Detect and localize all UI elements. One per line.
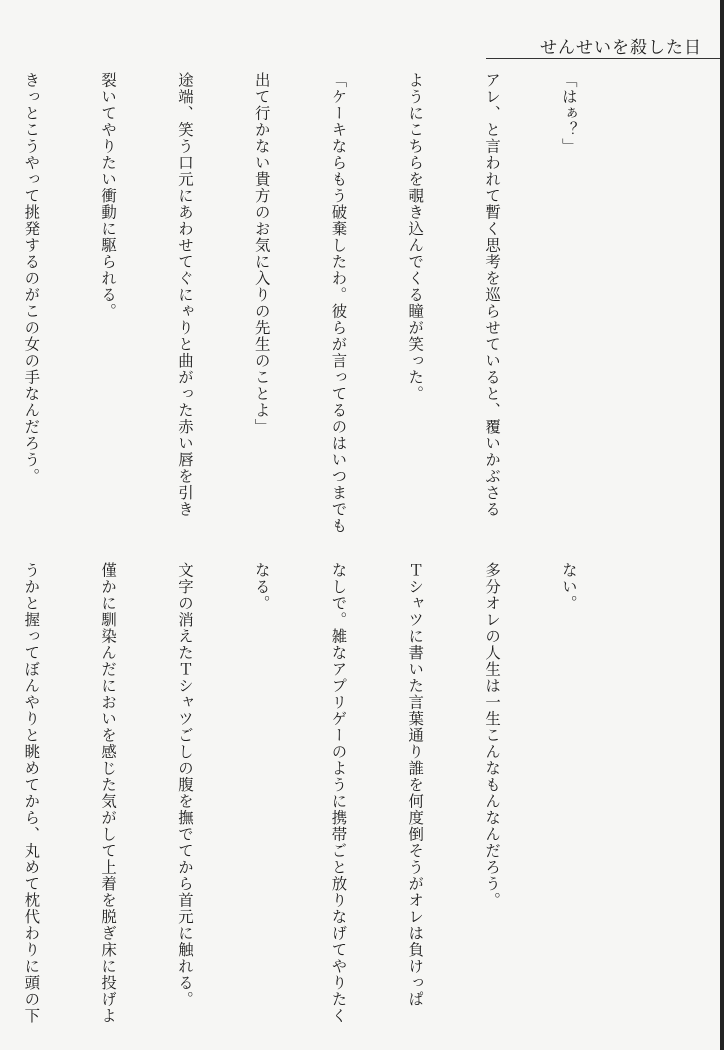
running-title: せんせいを殺した日 <box>540 38 702 58</box>
text-column: 途端、笑う口元にあわせてぐにゃりと曲がった赤い唇を引き <box>175 72 194 518</box>
text-column: きっとこうやって挑発するのがこの女の手なんだろう。 <box>22 72 41 485</box>
text-column: 僅かに馴染んだにおいを感じた気がして上着を脱ぎ床に投げよ <box>99 562 118 1024</box>
text-block-top <box>0 72 632 540</box>
text-column: 裂いてやりたい衝動に駆られる。 <box>99 72 118 320</box>
text-column: 出て行かない貴方のお気に入りの先生のことよ」 <box>252 72 271 435</box>
text-column: なしで。雑なアプリゲーのように携帯ごと放りなげてやりたく <box>329 562 348 1024</box>
text-column: うかと握ってぼんやりと眺めてから、丸めて枕代わりに頭の下 <box>22 562 41 1024</box>
text-column: ようにこちらを覗き込んでくる瞳が笑った。 <box>406 72 425 402</box>
text-column: 「はぁ？」 <box>559 72 578 155</box>
text-column: アレ、と言われて暫く思考を巡らせていると、覆いかぶさる <box>483 72 502 518</box>
text-block-bottom <box>0 562 632 1030</box>
text-column: 多分オレの人生は一生こんなもんなんだろう。 <box>483 562 502 909</box>
title-rule <box>486 58 724 59</box>
text-column: 文字の消えたＴシャツごしの腹を撫でてから首元に触れる。 <box>175 562 194 1008</box>
text-column: 「ケーキならもう破棄したわ。彼らが言ってるのはいつまでも <box>329 72 348 534</box>
text-column: Ｔシャツに書いた言葉通り誰を何度倒そうがオレは負けっぱ <box>406 562 425 1008</box>
text-column: なる。 <box>252 562 271 612</box>
text-column: ない。 <box>559 562 578 612</box>
page-edge-shadow <box>720 0 724 1050</box>
